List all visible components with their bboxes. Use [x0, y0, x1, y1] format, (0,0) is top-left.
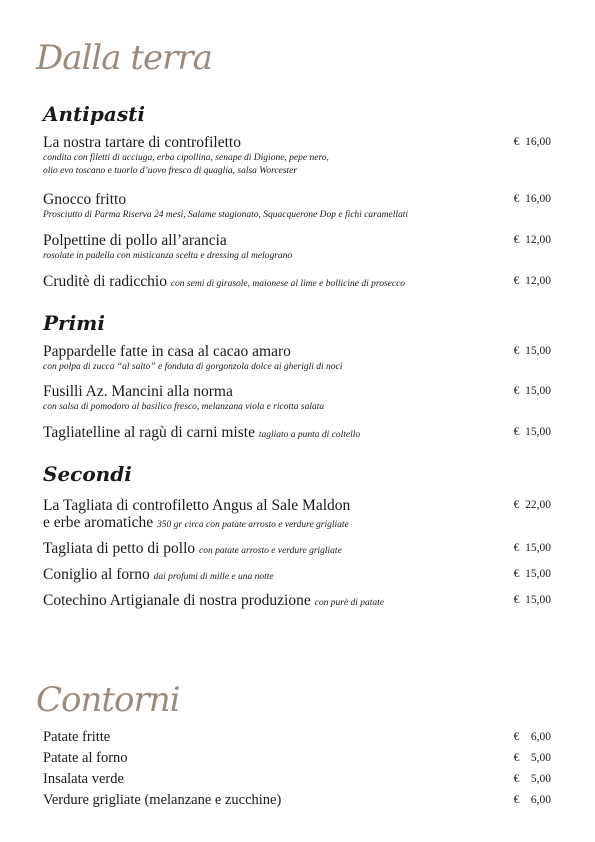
menu-item — [43, 343, 553, 374]
item-price: € 12,00 — [513, 275, 551, 287]
menu-item — [43, 497, 553, 534]
item-price: € 12,00 — [513, 234, 551, 246]
item-price: € 6,00 — [513, 794, 551, 806]
item-name: La nostra tartare di controfiletto — [43, 134, 241, 151]
side-dish-name: Insalata verde — [43, 771, 124, 787]
menu-item — [43, 540, 553, 560]
item-description: Prosciutto di Parma Riserva 24 mesi, Salame stagionato, Squacquerone Dop e fichi caramellati — [43, 210, 408, 220]
menu-item — [43, 191, 553, 222]
item-description: con polpa di zucca “al salto” e fonduta di gorgonzola dolce ai gherigli di noci — [43, 362, 343, 372]
item-inline-description: con patate arrosto e verdure grigliate — [199, 546, 342, 556]
item-inline-description: con purè di patate — [314, 598, 385, 608]
item-name-line — [43, 540, 553, 560]
item-price: € 15,00 — [513, 594, 551, 606]
item-name: Cotechino Artigianale di nostra produzione — [43, 592, 311, 609]
item-name: La Tagliata di controfiletto Angus al Sale Maldon — [43, 497, 351, 514]
side-dish-name: Verdure grigliate (melanzane e zucchine) — [43, 792, 282, 808]
menu-item — [43, 273, 553, 293]
item-description-line: condita con filetti di acciuga, erba cipollina, senape di Digione, pepe nero, — [43, 153, 329, 163]
contorni-title: Contorni — [36, 680, 180, 720]
item-name-line — [43, 592, 553, 612]
side-dish-name: Patate al forno — [43, 750, 128, 766]
item-inline-description: tagliato a punta di coltello — [258, 430, 361, 440]
menu-item — [43, 232, 553, 263]
item-name: Tagliata di petto di pollo — [43, 540, 196, 557]
antipasti-heading: Antipasti — [43, 102, 145, 126]
item-name: Polpettine di pollo all’arancia — [43, 232, 227, 249]
item-price: € 16,00 — [513, 136, 551, 148]
item-description: rosolate in padella con misticanza scelta e dressing al melograno — [43, 251, 293, 261]
item-price: € 16,00 — [513, 193, 551, 205]
item-price: € 15,00 — [513, 568, 551, 580]
primi-heading: Primi — [43, 311, 105, 335]
item-description — [43, 152, 553, 178]
secondi-heading: Secondi — [43, 462, 132, 486]
item-name-line — [43, 273, 553, 293]
item-name: Cruditè di radicchio — [43, 273, 167, 290]
side-dish-name: Patate fritte — [43, 729, 111, 745]
item-name-line — [43, 566, 553, 586]
item-inline-description: dai profumi di mille e una notte — [153, 572, 274, 582]
menu-item — [43, 424, 553, 444]
item-name-line — [43, 424, 553, 444]
item-price: € 15,00 — [513, 542, 551, 554]
item-price: € 22,00 — [513, 499, 551, 511]
item-price: € 6,00 — [513, 731, 551, 743]
menu-item — [43, 592, 553, 612]
menu-item — [43, 566, 553, 586]
item-name: Pappardelle fatte in casa al cacao amaro — [43, 343, 291, 360]
item-name: Coniglio al forno — [43, 566, 150, 583]
item-price: € 5,00 — [513, 752, 551, 764]
dalla-terra-title: Dalla terra — [36, 38, 212, 78]
item-name-continuation: e erbe aromatiche — [43, 514, 154, 531]
item-price: € 15,00 — [513, 426, 551, 438]
item-price: € 15,00 — [513, 345, 551, 357]
item-inline-description: 350 gr circa con patate arrosto e verdure grigliate — [157, 520, 349, 530]
item-description: con salsa di pomodoro al basilico fresco, melanzana viola e ricotta salata — [43, 402, 325, 412]
item-name: Gnocco fritto — [43, 191, 127, 208]
item-price: € 5,00 — [513, 773, 551, 785]
item-name: Fusilli Az. Mancini alla norma — [43, 383, 233, 400]
item-name-line — [43, 514, 553, 534]
item-description-line: olio evo toscano e tuorlo d’uovo fresco di quaglia, salsa Worcester — [43, 166, 298, 176]
item-price: € 15,00 — [513, 385, 551, 397]
menu-item — [43, 134, 553, 178]
menu-item — [43, 383, 553, 414]
item-inline-description: con semi di girasole, maionese al lime e bollicine di prosecco — [170, 279, 406, 289]
item-name: Tagliatelline al ragù di carni miste — [43, 424, 255, 441]
